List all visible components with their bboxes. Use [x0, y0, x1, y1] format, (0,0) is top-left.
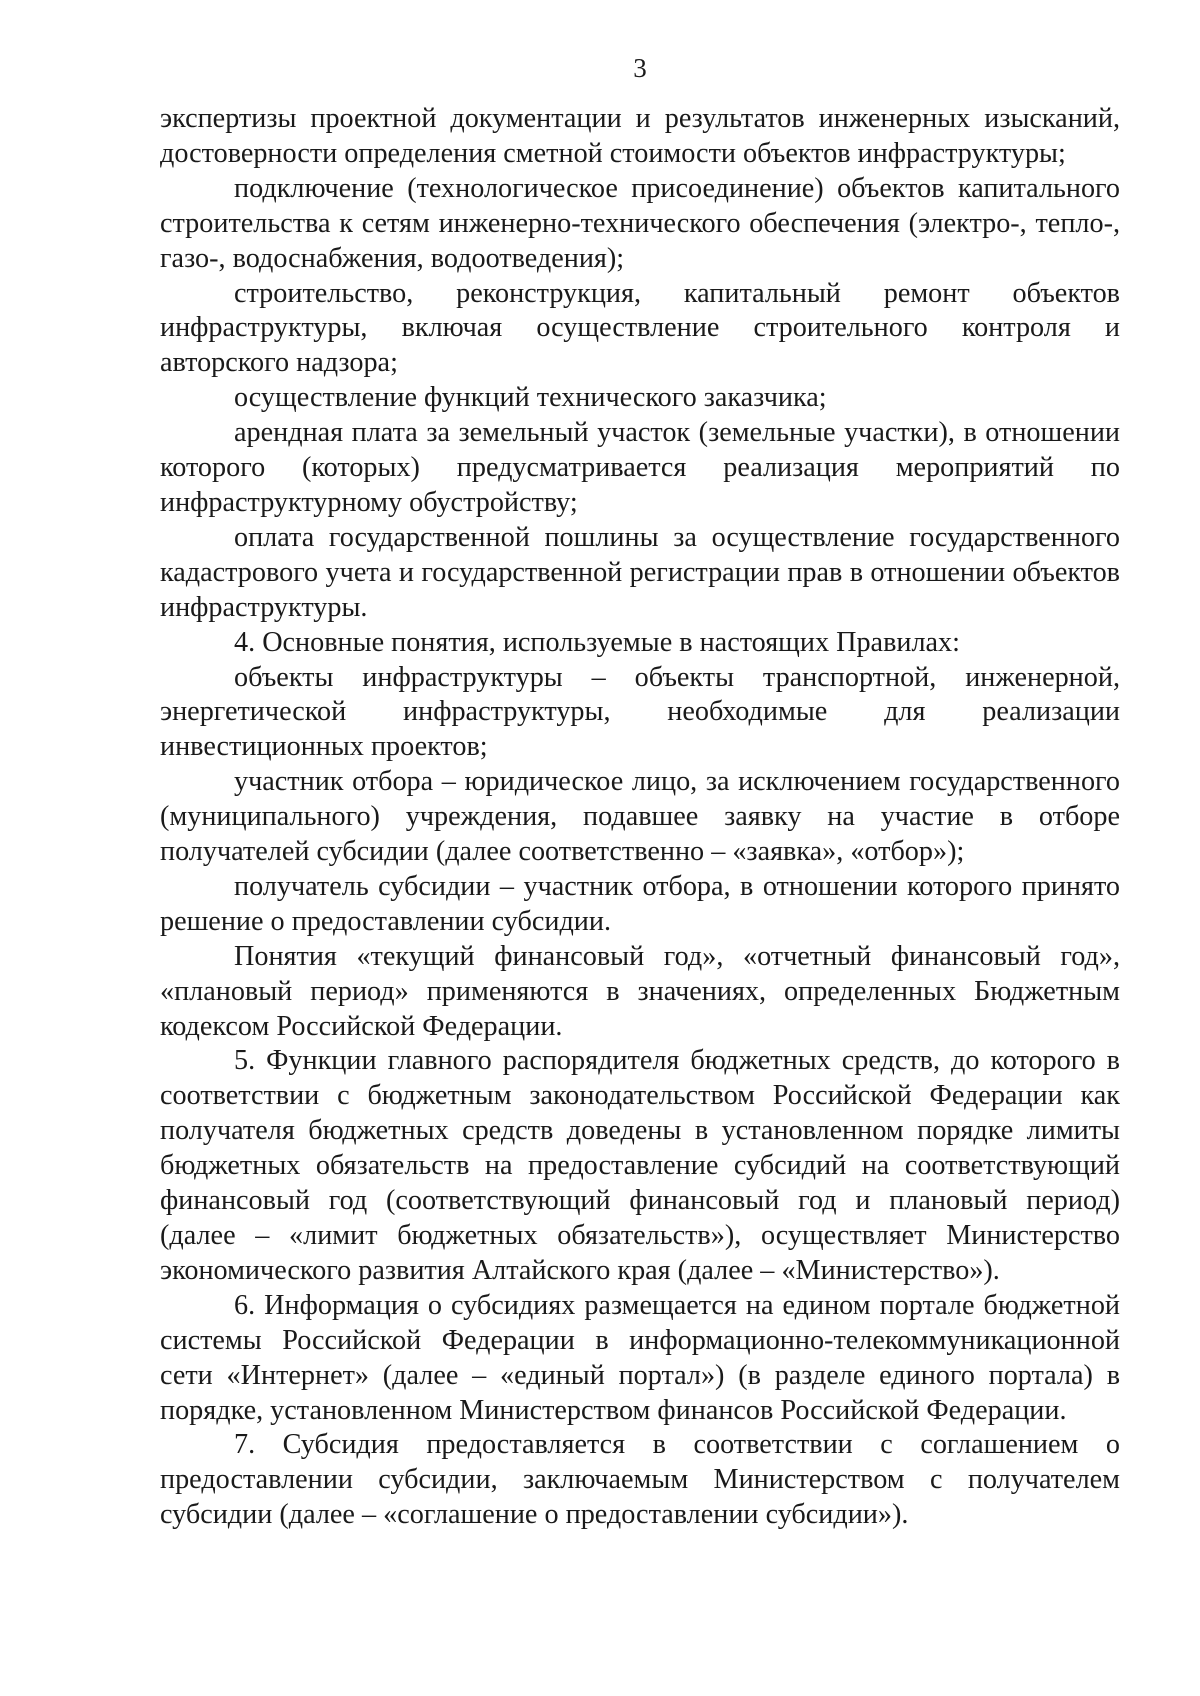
page-number: 3 [633, 53, 647, 83]
section-7: 7. Субсидия предоставляется в соответствии с соглашением о предоставлении субсидии, заключаемым Министерством с получателем субсидии (далее – «соглашение о предоставлении субсидии»). [160, 1429, 1120, 1531]
section-6: 6. Информация о субсидиях размещается на едином портале бюджетной системы Российской Федерации в информационно-телекоммуникационной сети «Интернет» (далее – «единый портал») (в разделе единого портала) в порядке, установленном Министерством финансов Российской Федерации. [160, 1289, 1120, 1426]
definition-infrastructure: объекты инфраструктуры – объекты транспортной, инженерной, энергетической инфраструктуры, необходимые для реализации инвестиционных проектов; [160, 661, 1120, 763]
section-5: 5. Функции главного распорядителя бюджетных средств, до которого в соответствии с бюджетным законодательством Российской Федерации как получателя бюджетных средств доведены в установленном порядке лимиты бюджетных обязательств на предоставление субсидий на соответствующий финансовый год (соответствующий финансовый год и плановый период) (далее – «лимит бюджетных обязательств»), осуществляет Министерство экономического развития Алтайского края (далее – «Министерство»). [160, 1045, 1120, 1286]
paragraph-6: оплата государственной пошлины за осуществление государственного кадастрового учета и государственной регистрации прав в отношении объектов инфраструктуры. [160, 521, 1120, 623]
paragraph-4: осуществление функций технического заказчика; [234, 382, 827, 414]
definition-financial-year: Понятия «текущий финансовый год», «отчетный финансовый год», «плановый период» применяются в значениях, определенных Бюджетным кодексом Российской Федерации. [160, 940, 1120, 1042]
paragraph-5: арендная плата за земельный участок (земельные участки), в отношении которого (которых) предусматривается реализация мероприятий по инфраструктурному обустройству; [160, 417, 1120, 518]
paragraph-3: строительство, реконструкция, капитальный ремонт объектов инфраструктуры, включая осуществление строительного контроля и авторского надзора; [160, 277, 1120, 379]
section-4-heading: 4. Основные понятия, используемые в настоящих Правилах: [234, 626, 960, 658]
paragraph-1: экспертизы проектной документации и результатов инженерных изысканий, достоверности определения сметной стоимости объектов инфраструктуры; [160, 103, 1120, 169]
paragraph-2: подключение (технологическое присоединение) объектов капитального строительства к сетям инженерно-технического обеспечения (электро-, тепло-, газо-, водоснабжения, водоотведения); [160, 172, 1120, 274]
definition-recipient: получатель субсидии – участник отбора, в отношении которого принято решение о предоставлении субсидии. [160, 870, 1120, 937]
document-body [160, 102, 1120, 1533]
definition-participant: участник отбора – юридическое лицо, за исключением государственного (муниципального) учреждения, подавшее заявку на участие в отборе получателей субсидии (далее соответственно – «заявка», «отбор»); [160, 766, 1120, 868]
